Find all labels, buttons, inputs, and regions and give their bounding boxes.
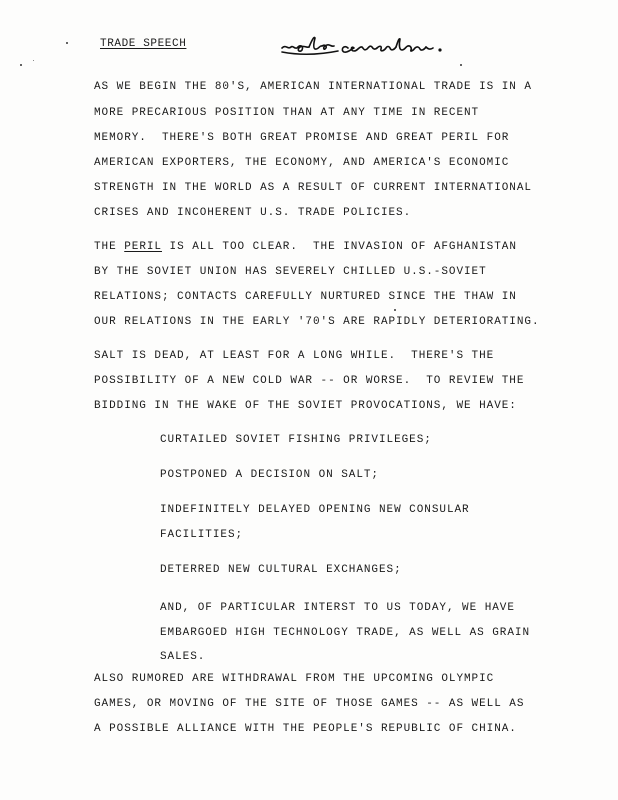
- underlined-word: PERIL: [124, 241, 162, 253]
- text-line: AMERICAN EXPORTERS, THE ECONOMY, AND AMERICA'S ECONOMIC: [94, 157, 510, 169]
- margin-mark: [394, 309, 396, 311]
- margin-mark: [20, 64, 22, 66]
- text-line: STRENGTH IN THE WORLD AS A RESULT OF CURRENT INTERNATIONAL: [94, 182, 532, 194]
- text-line: [94, 240, 517, 254]
- text-line: AS WE BEGIN THE 80'S, AMERICAN INTERNATIONAL TRADE IS IN A: [94, 81, 532, 93]
- handwritten-note: [278, 30, 448, 64]
- page-title: TRADE SPEECH: [100, 38, 187, 50]
- list-item: SALES.: [160, 651, 206, 663]
- margin-mark: [33, 60, 34, 61]
- list-item: FACILITIES;: [160, 529, 244, 541]
- text-line: OUR RELATIONS IN THE EARLY '70'S ARE RAPIDLY DETERIORATING.: [94, 316, 540, 328]
- margin-mark: [66, 42, 68, 44]
- list-item: DETERRED NEW CULTURAL EXCHANGES;: [160, 564, 402, 576]
- text-line: RELATIONS; CONTACTS CAREFULLY NURTURED SINCE THE THAW IN: [94, 291, 517, 303]
- text-line: SALT IS DEAD, AT LEAST FOR A LONG WHILE. THERE'S THE: [94, 350, 495, 362]
- text-line: BIDDING IN THE WAKE OF THE SOVIET PROVOCATIONS, WE HAVE:: [94, 400, 517, 412]
- text-line: MORE PRECARIOUS POSITION THAN AT ANY TIME IN RECENT: [94, 107, 480, 119]
- text-line: ALSO RUMORED ARE WITHDRAWAL FROM THE UPCOMING OLYMPIC: [94, 673, 495, 685]
- list-item: EMBARGOED HIGH TECHNOLOGY TRADE, AS WELL AS GRAIN: [160, 627, 531, 639]
- text-fragment: THE: [94, 241, 125, 253]
- list-item: INDEFINITELY DELAYED OPENING NEW CONSULAR: [160, 504, 470, 516]
- text-line: MEMORY. THERE'S BOTH GREAT PROMISE AND GREAT PERIL FOR: [94, 132, 510, 144]
- text-line: BY THE SOVIET UNION HAS SEVERELY CHILLED U.S.-SOVIET: [94, 266, 487, 278]
- text-fragment: IS ALL TOO CLEAR. THE INVASION OF AFGHANISTAN: [161, 241, 517, 253]
- list-item: CURTAILED SOVIET FISHING PRIVILEGES;: [160, 434, 432, 446]
- text-line: POSSIBILITY OF A NEW COLD WAR -- OR WORSE. TO REVIEW THE: [94, 375, 525, 387]
- text-line: GAMES, OR MOVING OF THE SITE OF THOSE GAMES -- AS WELL AS: [94, 698, 525, 710]
- text-line: A POSSIBLE ALLIANCE WITH THE PEOPLE'S REPUBLIC OF CHINA.: [94, 723, 517, 735]
- list-item: AND, OF PARTICULAR INTERST TO US TODAY, WE HAVE: [160, 602, 515, 614]
- text-line: CRISES AND INCOHERENT U.S. TRADE POLICIES.: [94, 207, 412, 219]
- list-item: POSTPONED A DECISION ON SALT;: [160, 469, 379, 481]
- margin-mark: [460, 64, 462, 66]
